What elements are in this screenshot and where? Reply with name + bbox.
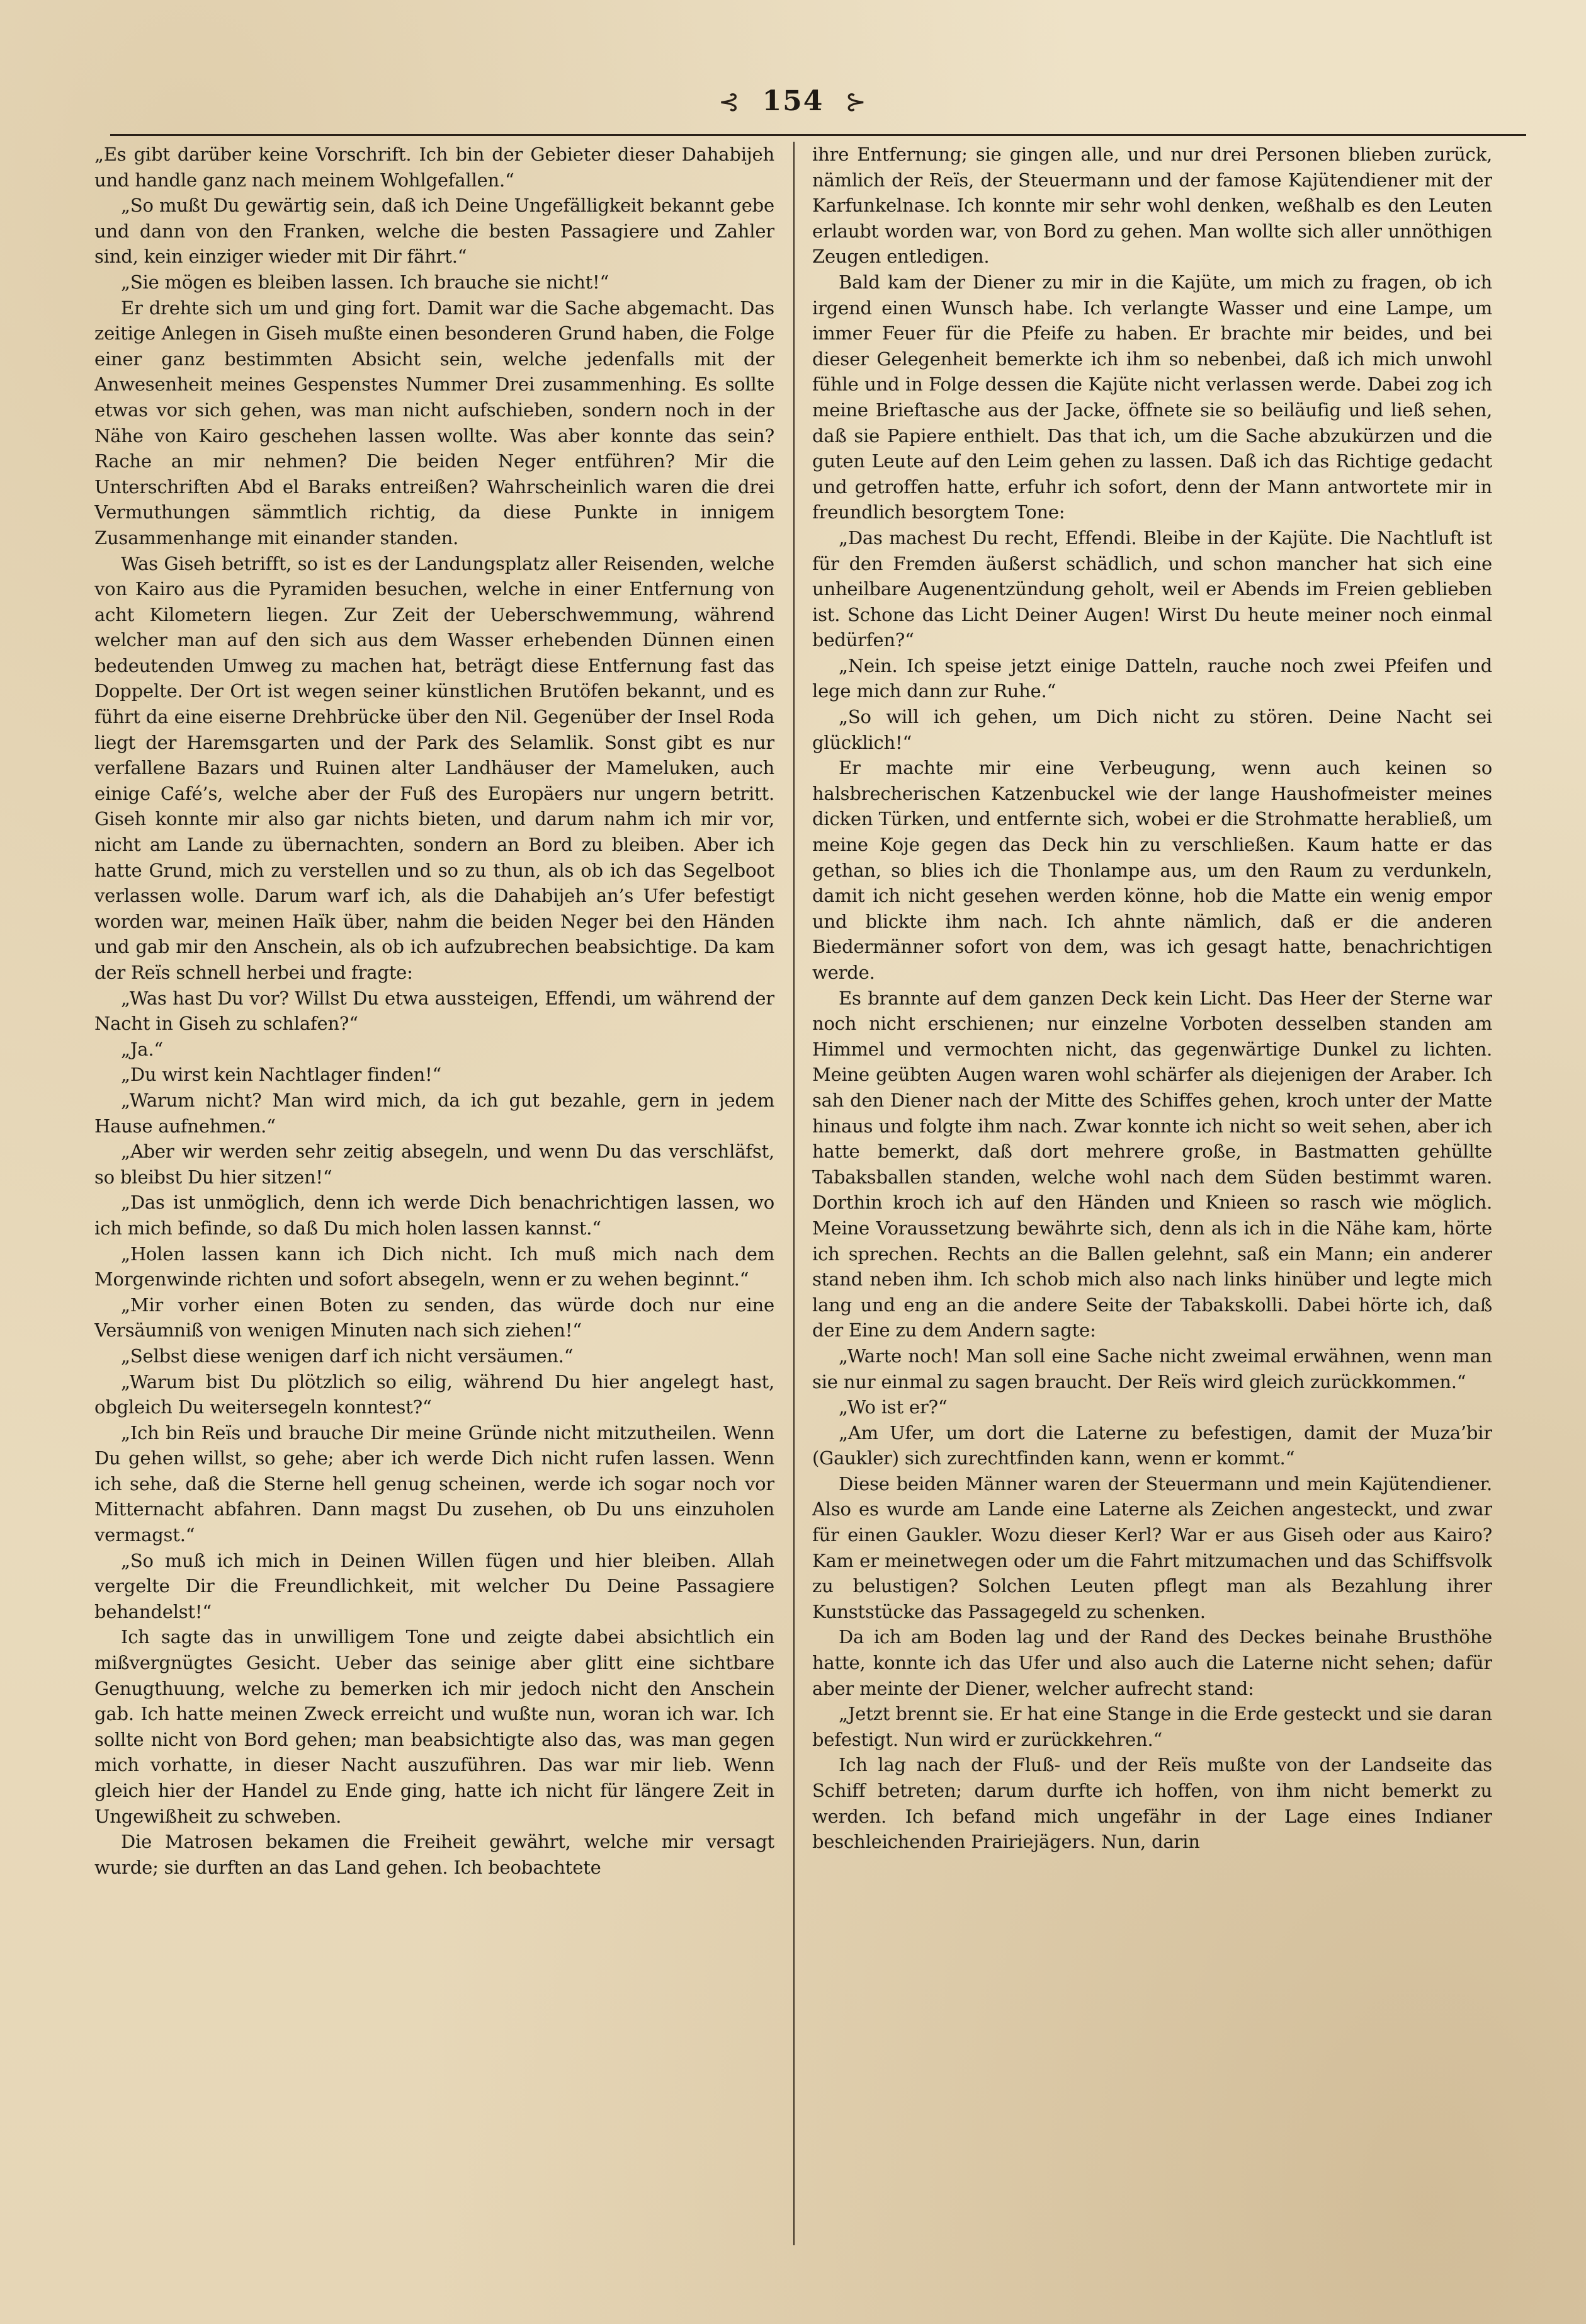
paragraph: Er drehte sich um und ging fort. Damit war die Sache abgemacht. Das zeitige Anlegen in Giseh mußte einen besonderen Grund haben, die Folge einer ganz bestimmten Absicht sein, welche jedenfalls mit der Anwesenheit meines Gespenstes Nummer Drei zusammenhing. Es sollte etwas vor sich gehen, was man nicht aufschieben, sondern noch in der Nähe von Kairo geschehen lassen wollte. Was aber konnte das sein? Rache an mir nehmen? Die beiden Neger entführen? Mir die Unterschriften Abd el Baraks entreißen? Wahrscheinlich waren die drei Vermuthungen sämmtlich richtig, da diese Punkte in innigem Zusammenhange mit einander standen. [94, 297, 774, 549]
paragraph: Die Matrosen bekamen die Freiheit gewährt, welche mir versagt wurde; sie durften an das Land gehen. Ich beobachtete [94, 1831, 774, 1878]
left-column [94, 142, 774, 2270]
paragraph: Ich lag nach der Fluß- und der Reïs mußte von der Landseite das Schiff betreten; darum durfte ich hoffen, von ihm nicht bemerkt zu werden. Ich befand mich ungefähr in der Lage eines Indianer beschleichenden Prairiejägers. Nun, darin [812, 1754, 1492, 1853]
paragraph: „Wo ist er?“ [839, 1396, 948, 1418]
paragraph: Diese beiden Männer waren der Steuermann und mein Kajütendiener. Also es wurde am Lande eine Laterne als Zeichen angesteckt, und zwar für einen Gaukler. Wozu dieser Kerl? War er aus Giseh oder aus Kairo? Kam er meinetwegen oder um die Fahrt mitzumachen und das Schiffsvolk zu belustigen? Solchen Leuten pflegt man als Bezahlung ihrer Kunststücke das Passagegeld zu schenken. [812, 1472, 1492, 1622]
paragraph: Was Giseh betrifft, so ist es der Landungsplatz aller Reisenden, welche von Kairo aus die Pyramiden besuchen, welche in einer Entfernung von acht Kilometern liegen. Zur Zeit der Ueberschwemmung, während welcher man auf den sich aus dem Wasser erhebenden Dünnen einen bedeutenden Umweg zu machen hat, beträgt diese Entfernung fast das Doppelte. Der Ort ist wegen seiner künstlichen Brutöfen bekannt, und es führt da eine eiserne Drehbrücke über den Nil. Gegenüber der Insel Roda liegt der Haremsgarten und der Park des Selamlik. Sonst gibt es nur verfallene Bazars und Ruinen alter Landhäuser der Mameluken, auch einige Café’s, welche aber der Fuß des Europäers nur ungern betritt. Giseh konnte mir also gar nichts bieten, und darum nahm ich mir vor, nicht am Lande zu übernachten, sondern an Bord zu bleiben. Aber ich hatte Grund, mich zu verstellen und so zu thun, als ob ich das Segelboot verlassen wolle. Darum warf ich, als die Dahabijeh an’s Ufer befestigt worden war, meinen Haïk über, nahm die beiden Neger bei den Händen und gab mir den Anschein, als ob ich aufzubrechen beabsichtige. Da kam der Reïs schnell herbei und fragte: [94, 552, 774, 983]
paragraph: „So mußt Du gewärtig sein, daß ich Deine Ungefälligkeit bekannt gebe und dann von den Franken, welche die besten Passagiere und Zahler sind, kein einziger wieder mit Dir fährt.“ [94, 195, 774, 268]
paragraph: „Selbst diese wenigen darf ich nicht versäumen.“ [121, 1345, 574, 1367]
paragraph: Er machte mir eine Verbeugung, wenn auch keinen so halsbrecherischen Katzenbuckel wie der lange Haushofmeister meines dicken Türken, und entfernte sich, wobei er die Strohmatte herabließ, um meine Koje gegen das Deck hin zu verschließen. Kaum hatte er das gethan, so blies ich die Thonlampe aus, um den Raum zu verdunkeln, damit ich nicht gesehen werden könne, hob die Matte ein wenig empor und blickte ihm nach. Ich ahnte nämlich, daß er die anderen Biedermänner sofort von dem, was ich gesagt hatte, benachrichtigen werde. [812, 757, 1492, 983]
paragraph: „Warum bist Du plötzlich so eilig, während Du hier angelegt hast, obgleich Du weitersegeln konntest?“ [94, 1370, 774, 1418]
paragraph: „Warum nicht? Man wird mich, da ich gut bezahle, gern in jedem Hause aufnehmen.“ [94, 1089, 774, 1137]
paragraph: „Ja.“ [121, 1038, 163, 1060]
page-number: 154 [762, 85, 824, 117]
column-divider [793, 142, 795, 2245]
paragraph: Da ich am Boden lag und der Rand des Deckes beinahe Brusthöhe hatte, konnte ich das Ufer und also auch die Laterne nicht sehen; dafür aber meinte der Diener, welcher aufrecht stand: [812, 1626, 1492, 1699]
paragraph: „So will ich gehen, um Dich nicht zu stören. Deine Nacht sei glücklich!“ [812, 706, 1492, 753]
paragraph: „Sie mögen es bleiben lassen. Ich brauche sie nicht!“ [121, 271, 609, 293]
header-rule [110, 134, 1526, 136]
right-column [812, 142, 1492, 2270]
paragraph: „Nein. Ich speise jetzt einige Datteln, rauche noch zwei Pfeifen und lege mich dann zur Ruhe.“ [812, 654, 1492, 702]
paragraph: Es brannte auf dem ganzen Deck kein Licht. Das Heer der Sterne war noch nicht erschienen; nur einzelne Vorboten desselben standen am Himmel und vermochten nicht, das gegenwärtige Dunkel zu lichten. Meine geübten Augen waren wohl schärfer als diejenigen der Araber. Ich sah den Diener nach der Mitte des Schiffes gehen, kroch unter der Matte hinaus und folgte ihm nach. Zwar konnte ich nicht so weit sehen, aber ich hatte bemerkt, daß dort mehrere große, in Bastmatten gehüllte Tabaksballen standen, welche wohl nach dem Süden bestimmt waren. Dorthin kroch ich auf den Händen und Knieen so rasch wie möglich. Meine Voraussetzung bewährte sich, denn als ich in die Nähe kam, hörte ich sprechen. Rechts an die Ballen gelehnt, saß ein Mann; ein anderer stand neben ihm. Ich schob mich also nach links hinüber und legte mich lang und eng an die andere Seite der Tabakskolli. Dabei hörte ich, daß der Eine zu dem Andern sagte: [812, 987, 1492, 1341]
paragraph: „Das ist unmöglich, denn ich werde Dich benachrichtigen lassen, wo ich mich befinde, so daß Du mich holen lassen kannst.“ [94, 1192, 774, 1239]
page-header [0, 85, 1586, 129]
ornament-right: ⊱ [845, 88, 868, 117]
paragraph: Ich sagte das in unwilligem Tone und zeigte dabei absichtlich ein mißvergnügtes Gesicht. Ueber das seinige aber glitt eine sichtbare Genugthuung, welche zu bemerken ich mir jedoch nicht den Anschein gab. Ich hatte meinen Zweck erreicht und wußte nun, woran ich war. Ich sollte nicht von Bord gehen; man beabsichtigte also das, was man gegen mich vorhatte, in dieser Nacht auszuführen. Das war mir lieb. Wenn gleich hier der Handel zu Ende ging, hatte ich nicht für längere Zeit in Ungewißheit zu schweben. [94, 1626, 774, 1827]
paragraph: „So muß ich mich in Deinen Willen fügen und hier bleiben. Allah vergelte Dir die Freundlichkeit, mit welcher Du Deine Passagiere behandelst!“ [94, 1549, 774, 1622]
paragraph: „Am Ufer, um dort die Laterne zu befestigen, damit der Muza’bir (Gaukler) sich zurechtfinden kann, wenn er kommt.“ [812, 1421, 1492, 1469]
paragraph: „Du wirst kein Nachtlager finden!“ [121, 1064, 442, 1086]
paragraph: „Holen lassen kann ich Dich nicht. Ich muß mich nach dem Morgenwinde richten und sofort absegeln, wenn er zu wehen beginnt.“ [94, 1243, 774, 1290]
paragraph: „Das machest Du recht, Effendi. Bleibe in der Kajüte. Die Nachtluft ist für den Fremden äußerst schädlich, und schon mancher hat sich eine unheilbare Augenentzündung geholt, weil er Abends im Freien geblieben ist. Schone das Licht Deiner Augen! Wirst Du heute meiner noch einmal bedürfen?“ [812, 527, 1492, 651]
paragraph: „Mir vorher einen Boten zu senden, das würde doch nur eine Versäumniß von wenigen Minuten nach sich ziehen!“ [94, 1294, 774, 1341]
paragraph: „Es gibt darüber keine Vorschrift. Ich bin der Gebieter dieser Dahabijeh und handle ganz nach meinem Wohlgefallen.“ [94, 144, 774, 191]
paragraph: „Was hast Du vor? Willst Du etwa aussteigen, Effendi, um während der Nacht in Giseh zu schlafen?“ [94, 987, 774, 1035]
paragraph: Bald kam der Diener zu mir in die Kajüte, um mich zu fragen, ob ich irgend einen Wunsch habe. Ich verlangte Wasser und eine Lampe, um immer Feuer für die Pfeife zu haben. Er brachte mir beides, und bei dieser Gelegenheit bemerkte ich ihm so nebenbei, daß ich mich unwohl fühle und in Folge dessen die Kajüte nicht verlassen werde. Dabei zog ich meine Brieftasche aus der Jacke, öffnete sie so beiläufig und ließ sehen, daß sie Papiere enthielt. Das that ich, um die Sache abzukürzen und die guten Leute auf den Leim gehen zu lassen. Daß ich das Richtige gedacht und getroffen hatte, erfuhr ich sofort, denn der Mann antwortete mir in freundlich besorgtem Tone: [812, 271, 1492, 523]
paragraph: „Warte noch! Man soll eine Sache nicht zweimal erwähnen, wenn man sie nur einmal zu sagen braucht. Der Reïs wird gleich zurückkommen.“ [812, 1345, 1492, 1393]
paragraph: „Ich bin Reïs und brauche Dir meine Gründe nicht mitzutheilen. Wenn Du gehen willst, so gehe; aber ich werde Dich nicht rufen lassen. Wenn ich sehe, daß die Sterne hell genug scheinen, werde ich sogar noch vor Mitternacht abfahren. Dann magst Du zusehen, ob Du uns einzuholen vermagst.“ [94, 1421, 774, 1546]
paragraph: „Jetzt brennt sie. Er hat eine Stange in die Erde gesteckt und sie daran befestigt. Nun wird er zurückkehren.“ [812, 1703, 1492, 1750]
ornament-left: ⊰ [718, 88, 741, 117]
paragraph: ihre Entfernung; sie gingen alle, und nur drei Personen blieben zurück, nämlich der Reïs, der Steuermann und der famose Kajütendiener mit der Karfunkelnase. Ich konnte mir sehr wohl denken, weßhalb es den Leuten erlaubt worden war, von Bord zu gehen. Man wollte sich aller unnöthigen Zeugen entledigen. [812, 144, 1492, 268]
paragraph: „Aber wir werden sehr zeitig absegeln, und wenn Du das verschläfst, so bleibst Du hier sitzen!“ [94, 1141, 774, 1188]
